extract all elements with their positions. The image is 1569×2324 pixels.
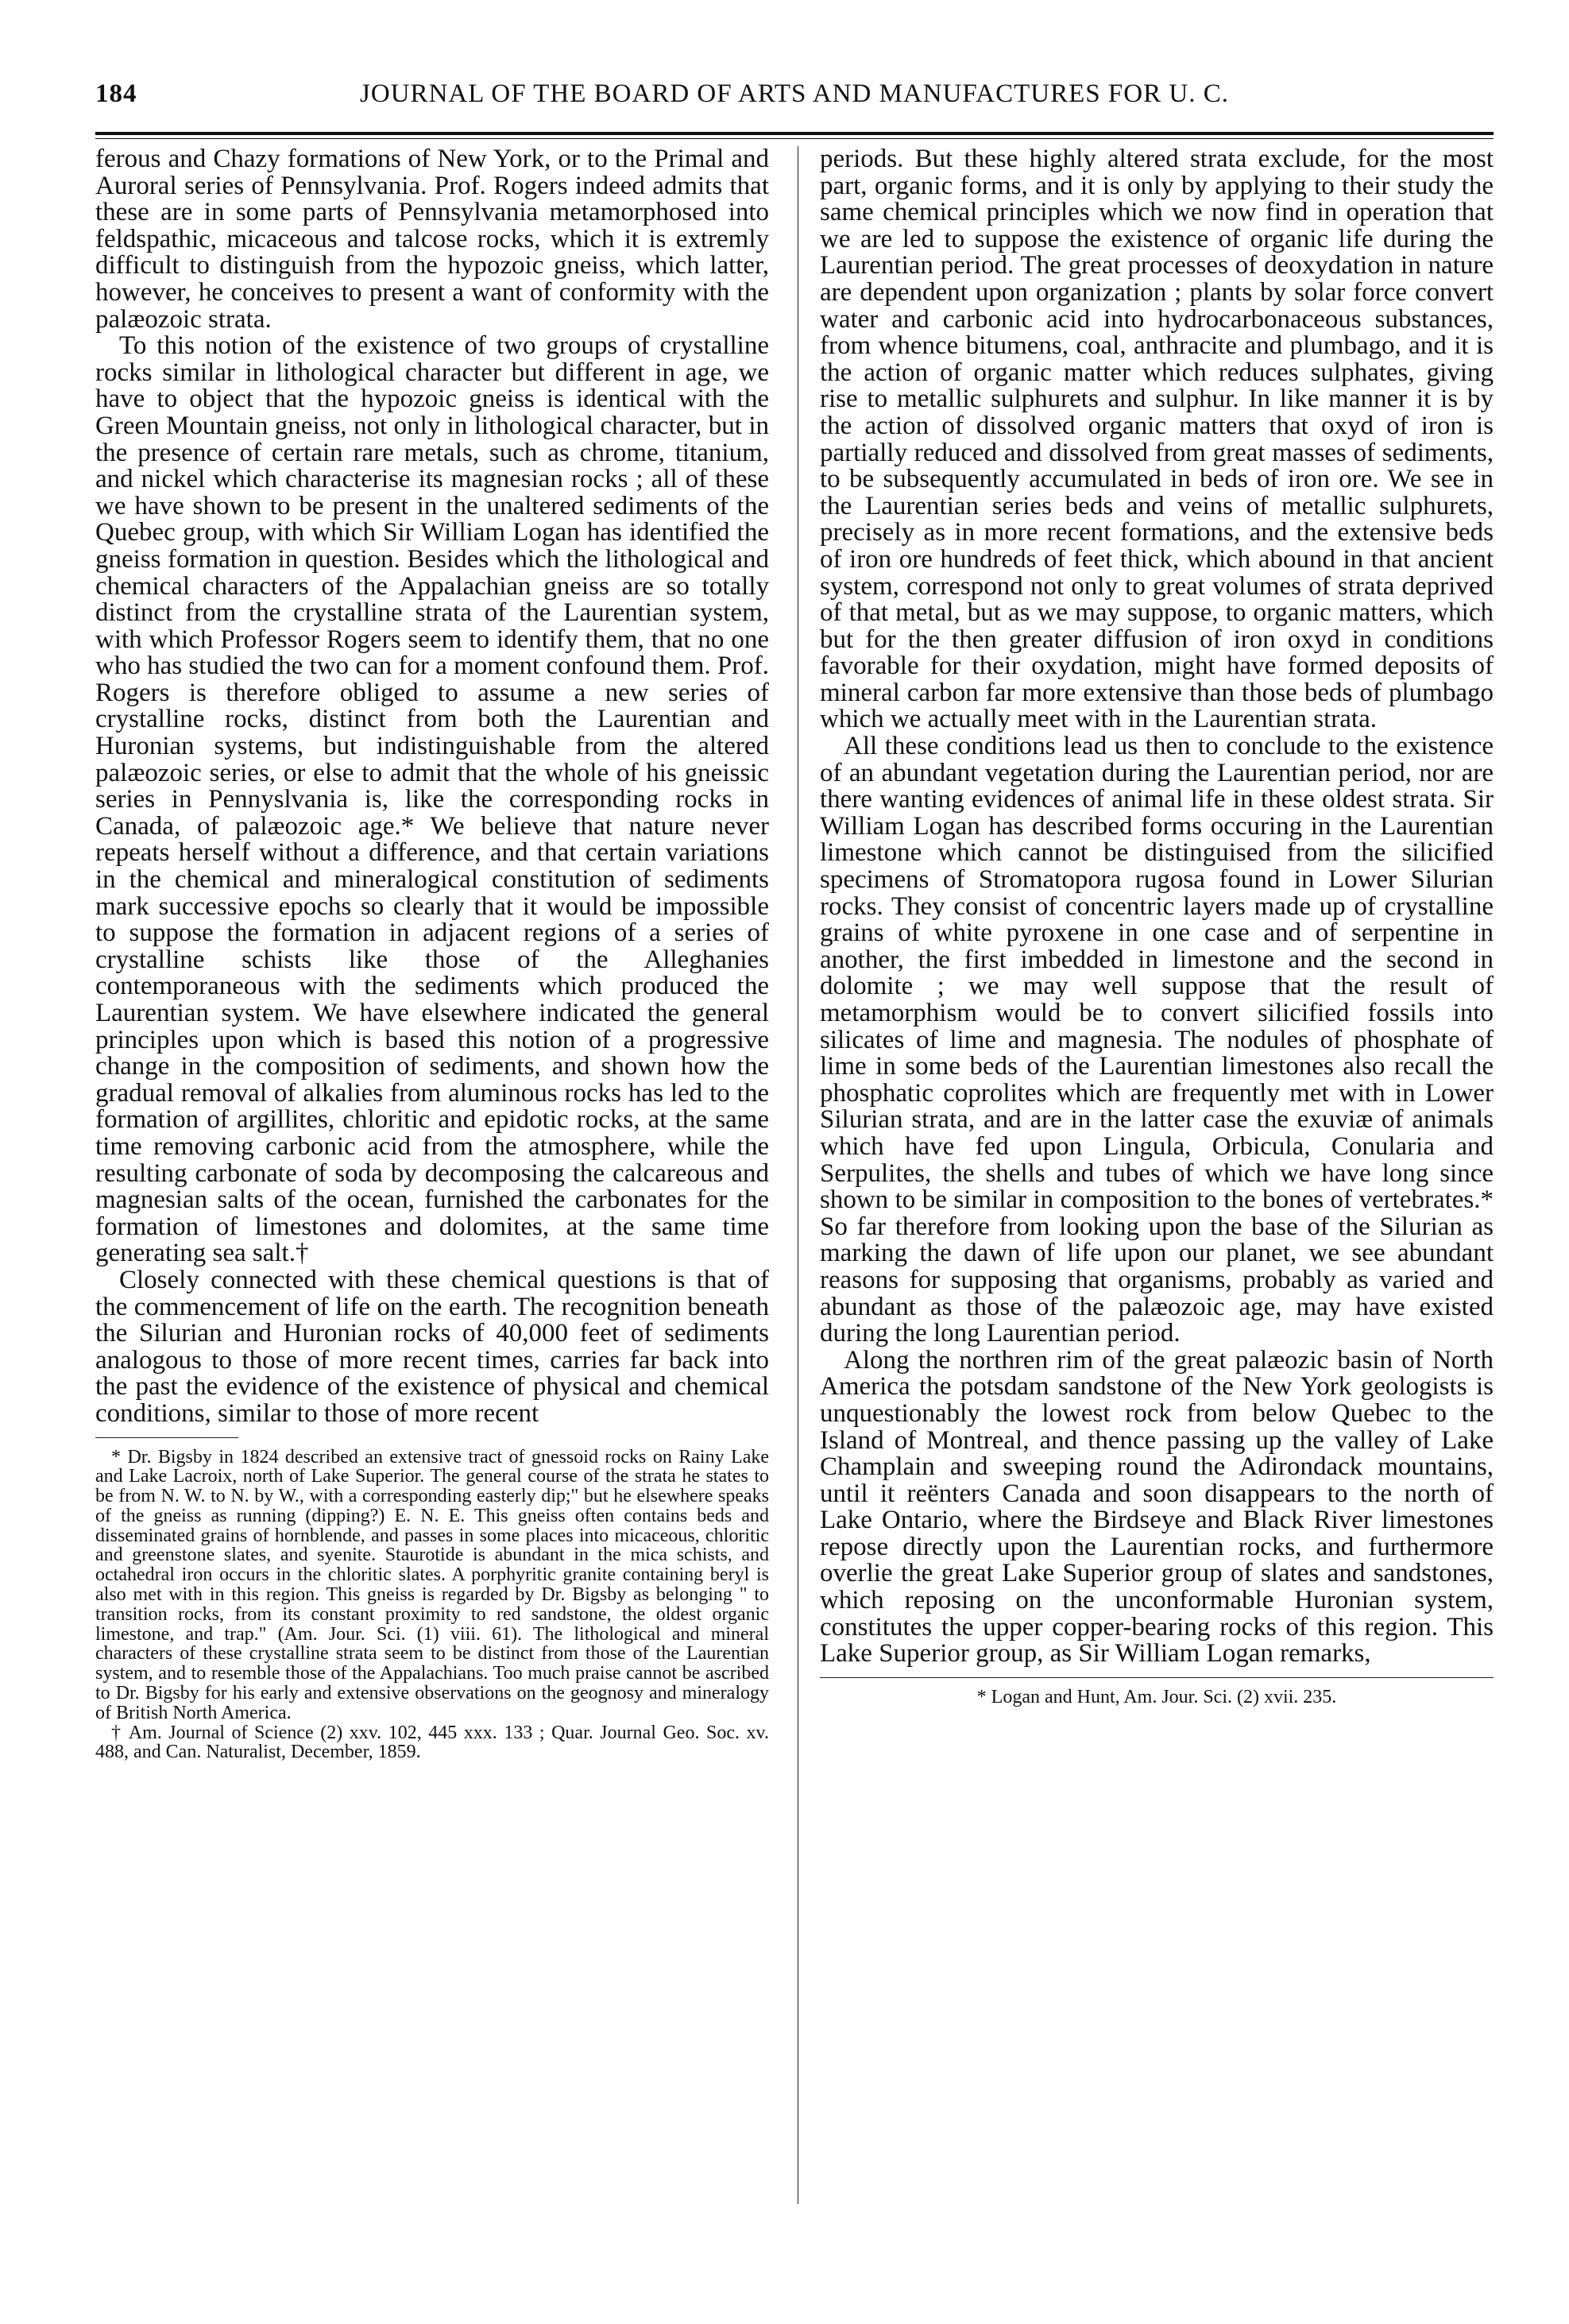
footnote-rule xyxy=(95,1437,238,1438)
body-paragraph: ferous and Chazy formations of New York, or to the Primal and Auroral series of Pennsylvania. Prof. Rogers indeed admits that these are in some parts of Pennsylvania metamorphosed into feldspathic, micaceous and talcose rocks, which it is extremly difficult to distinguish from the hypozoic gneiss, which latter, however, he conceives to present a want of conformity with the palæozoic strata. xyxy=(95,146,769,334)
footnote: * Logan and Hunt, Am. Jour. Sci. (2) xvii. 235. xyxy=(976,1686,1337,1707)
body-paragraph: periods. But these highly altered strata exclude, for the most part, organic forms, and it is only by applying to their study the same chemical principles which we now find in operation that we are led to suppose the existence of organic life during the Laurentian period. The great processes of deoxydation in nature are dependent upon organization ; plants by solar force convert water and carbonic acid into hydrocarbonaceous substances, from whence bitumens, coal, anthracite and plumbago, and it is the action of organic matter which reduces sulphates, giving rise to metallic sulphurets and sulphur. In like manner it is by the action of dissolved organic matters that oxyd of iron is partially reduced and dissolved from great masses of sediments, to be subsequently accumulated in beds of iron ore. We see in the Laurentian series beds and veins of metallic sulphurets, precisely as in more recent formations, and the extensive beds of iron ore hundreds of feet thick, which abound in that ancient system, correspond not only to great volumes of strata deprived of that metal, but as we may suppose, to organic matters, which but for the then greater diffusion of iron oxyd in conditions favorable for their oxydation, might have formed deposits of mineral carbon far more extensive than those beds of plumbago which we actually meet with in the Laurentian strata. xyxy=(820,146,1494,734)
page-header xyxy=(95,79,1494,127)
footnote: † Am. Journal of Science (2) xxv. 102, 445 xxx. 133 ; Quar. Journal Geo. Soc. xv. 488, and Can. Naturalist, December, 1859. xyxy=(95,1722,769,1763)
header-rule-thin xyxy=(95,138,1494,139)
footnote-rule xyxy=(820,1677,1494,1678)
left-column xyxy=(95,146,769,2204)
body-paragraph: Closely connected with these chemical questions is that of the commencement of life on the earth. The recognition beneath the Silurian and Huronian rocks of 40,000 feet of sediments analogous to those of more recent times, carries far back into the past the evidence of the existence of physical and chemical conditions, similar to those of more recent xyxy=(95,1265,769,1428)
right-column xyxy=(820,146,1494,2204)
body-paragraph: Along the northren rim of the great palæozic basin of North America the potsdam sandstone of the New York geologists is unquestionably the lowest rock from below Quebec to the Island of Montreal, and thence passing up the valley of Lake Champlain and sweeping round the Adirondack mountains, until it reënters Canada and soon disappears to the north of Lake Ontario, where the Birdseye and Black River limestones repose directly upon the Laurentian rocks, and furthermore overlie the great Lake Superior group of slates and sandstones, which reposing on the unconformable Huronian system, constitutes the upper copper-bearing rocks of this region. This Lake Superior group, as Sir William Logan remarks, xyxy=(820,1345,1494,1669)
running-title: JOURNAL OF THE BOARD OF ARTS AND MANUFACTURES FOR U. C. xyxy=(360,79,1229,108)
page-number: 184 xyxy=(95,79,137,108)
body-paragraph: All these conditions lead us then to conclude to the existence of an abundant vegetation during the Laurentian period, nor are there wanting evidences of animal life in these oldest strata. Sir William Logan has described forms occuring in the Laurentian limestone which cannot be distinguised from the silicified specimens of Stromatopora rugosa found in Lower Silurian rocks. They consist of concentric layers made up of crystalline grains of white pyroxene in one case and of serpentine in another, the first imbedded in limestone and the second in dolomite ; we may well suppose that the result of metamorphism would be to convert silicified fossils into silicates of lime and magnesia. The nodules of phosphate of lime in some beds of the Laurentian limestones also recall the phosphatic coprolites which are frequently met with in Lower Silurian strata, and are in the latter case the exuviæ of animals which have fed upon Lingula, Orbicula, Conularia and Serpulites, the shells and tubes of which we have long since shown to be similar in composition to the bones of vertebrates.* So far therefore from looking upon the base of the Silurian as marking the dawn of life upon our planet, we see abundant reasons for supposing that organisms, probably as varied and abundant as those of the palæozoic age, may have existed during the long Laurentian period. xyxy=(820,732,1494,1348)
footnote: * Dr. Bigsby in 1824 described an extensive tract of gnessoid rocks on Rainy Lake and Lake Lacroix, north of Lake Superior. The general course of the strata he states to be from N. W. to N. by W., with a corresponding easterly dip;" but he elsewhere speaks of the gneiss as running (dipping?) E. N. E. This gneiss often contains beds and disseminated grains of hornblende, and passes in some places into micaceous, chloritic and greenstone slates, and syenite. Staurotide is abundant in the mica schists, and octahedral iron occurs in the chloritic slates. A porphyritic granite containing beryl is also met with in this region. This gneiss is regarded by Dr. Bigsby as belonging " to transition rocks, from its constant proximity to red sandstone, the oldest organic limestone, and trap." (Am. Jour. Sci. (1) viii. 61). The lithological and mineral characters of these crystalline strata seem to be distinct from those of the Laurentian system, and to resemble those of the Appalachians. Too much praise cannot be ascribed to Dr. Bigsby for his early and extensive observations on the geognosy and mineralogy of British North America. xyxy=(95,1446,769,1723)
body-paragraph: To this notion of the existence of two groups of crystalline rocks similar in lithological character but different in age, we have to object that the hypozoic gneiss is identical with the Green Mountain gneiss, not only in lithological character, but in the presence of certain rare metals, such as chrome, titanium, and nickel which characterise its magnesian rocks ; all of these we have shown to be present in the unaltered sediments of the Quebec group, with which Sir William Logan has identified the gneiss formation in question. Besides which the lithological and chemical characters of the Appalachian gneiss are so totally distinct from the crystalline strata of the Laurentian system, with which Professor Rogers seem to identify them, that no one who has studied the two can for a moment confound them. Prof. Rogers is therefore obliged to assume a new series of crystalline rocks, distinct from both the Laurentian and Huronian systems, but indistinguishable from the altered palæozoic series, or else to admit that the whole of his gneissic series in Pennyslvania is, like the corresponding rocks in Canada, of palæozoic age.* We believe that nature never repeats herself without a difference, and that certain variations in the chemical and mineralogical constitution of sediments mark successive epochs so clearly that it would be impossible to suppose the formation in adjacent regions of a series of crystalline schists like those of the Alleghanies contemporaneous with the sediments which produced the Laurentian system. We have elsewhere indicated the general principles upon which is based this notion of a progressive change in the composition of sediments, and shown how the gradual removal of alkalies from aluminous rocks has led to the formation of argillites, chloritic and epidotic rocks, at the same time removing carbonic acid from the atmosphere, while the resulting carbonate of soda by decomposing the calcareous and magnesian salts of the ocean, furnished the carbonates for the formation of limestones and dolomites, at the same time generating sea salt.† xyxy=(95,331,769,1268)
header-rule-thick xyxy=(95,132,1494,135)
